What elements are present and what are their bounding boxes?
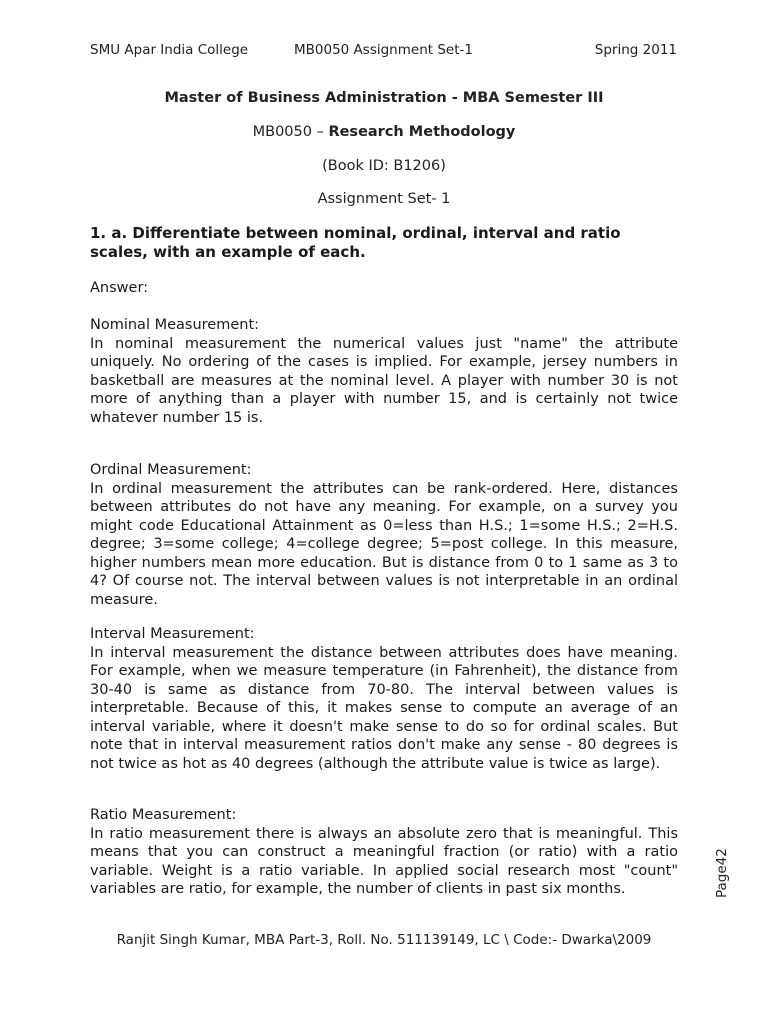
section-heading: Interval Measurement: (90, 626, 255, 642)
course-title (0, 124, 768, 140)
section-body: In interval measurement the distance between attributes does have meaning. For example, when we measure temperature (in Fahrenheit), the distance from 30-40 is same as distance from 70-80. The interval between values is interpretable. Because of this, it makes sense to compute an average of an interval variable, where it doesn't make sense to do so for ordinal scales. But note that in interval measurement ratios don't make any sense - 80 degrees is not twice as hot as 40 degrees (although the attribute value is twice as large). (90, 644, 678, 772)
program-title: Master of Business Administration - MBA Semester III (164, 90, 604, 106)
header-assignment: MB0050 Assignment Set-1 (294, 42, 473, 58)
page-number: Page42 (714, 848, 730, 898)
header-college: SMU Apar India College (90, 42, 249, 58)
section-ratio (90, 806, 678, 899)
course-name: Research Methodology (328, 124, 516, 140)
section-body: In ratio measurement there is always an absolute zero that is meaningful. This means that you can construct a meaningful fraction (or ratio) with a ratio variable. Weight is a ratio variable. In applied social research most "count" variables are ratio, for example, the number of clients in past six months. (90, 825, 678, 897)
section-heading: Nominal Measurement: (90, 317, 260, 333)
answer-label: Answer: (90, 280, 149, 296)
section-heading: Ordinal Measurement: (90, 462, 252, 478)
section-heading: Ratio Measurement: (90, 807, 237, 823)
section-body: In ordinal measurement the attributes can be rank-ordered. Here, distances between attributes do not have any meaning. For example, on a survey you might code Educational Attainment as 0=less than H.S.; 1=some H.S.; 2=H.S. degree; 3=some college; 4=college degree; 5=post college. In this measure, higher numbers mean more education. But is distance from 0 to 1 same as 3 to 4? Of course not. The interval between values is not interpretable in an ordinal measure. (90, 480, 678, 608)
section-interval (90, 625, 678, 773)
course-code: MB0050 – (252, 124, 329, 140)
section-ordinal (90, 461, 678, 609)
section-body: In nominal measurement the numerical values just "name" the attribute uniquely. No ordering of the cases is implied. For example, jersey numbers in basketball are measures at the nominal level. A player with number 30 is not more of anything than a player with number 15, and is certainly not twice whatever number 15 is. (90, 335, 678, 426)
assignment-set: Assignment Set- 1 (317, 191, 451, 207)
footer-author: Ranjit Singh Kumar, MBA Part-3, Roll. No. 511139149, LC \ Code:- Dwarka\2009 (116, 932, 652, 948)
header-term: Spring 2011 (594, 42, 677, 58)
question-heading: 1. a. Differentiate between nominal, ordinal, interval and ratio scales, with an example of each. (90, 224, 621, 261)
book-id: (Book ID: B1206) (322, 158, 446, 174)
section-nominal (90, 316, 678, 427)
